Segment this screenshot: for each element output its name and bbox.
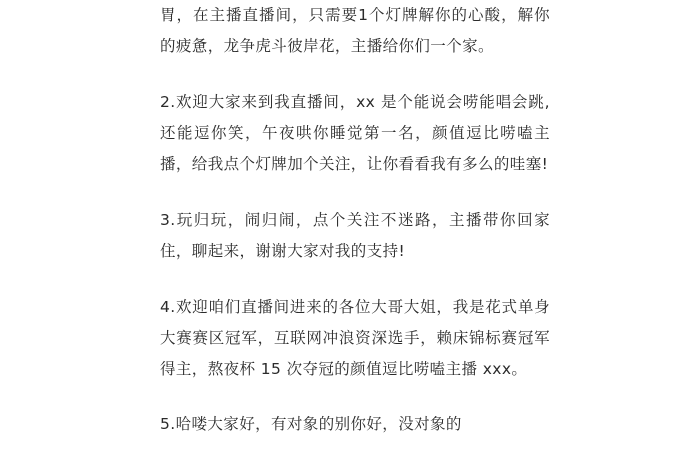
paragraph-item-4: 4.欢迎咱们直播间进来的各位大哥大姐，我是花式单身大赛赛区冠军，互联网冲浪资深选手，赖床锦标赛冠军得主，熬夜杯 15 次夺冠的颜值逗比唠嗑主播 xxx。 [160,298,550,378]
paragraph-spacer [160,267,550,292]
page-bottom-edge [0,464,700,470]
paragraph-item-5-clipped [160,409,550,433]
paragraph-continued: 胃，在主播直播间，只需要1个灯牌解你的心酸，解你的疲惫，龙争虎斗彼岸花，主播给你们一个家。 [160,6,550,55]
paragraph-item-2: 2.欢迎大家来到我直播间，xx 是个能说会唠能唱会跳,还能逗你笑，午夜哄你睡觉第一名，颜值逗比唠嗑主播，给我点个灯牌加个关注，让你看看我有多么的哇塞! [160,93,550,173]
paragraph-spacer [160,62,550,87]
paragraph-spacer [160,385,550,409]
paragraph-item-3: 3.玩归玩，闹归闹，点个关注不迷路，主播带你回家住，聊起来，谢谢大家对我的支持! [160,211,550,260]
paragraph-spacer [160,180,550,205]
paragraph-item-5-text: 5.哈喽大家好，有对象的别你好，没对象的 [160,415,462,433]
